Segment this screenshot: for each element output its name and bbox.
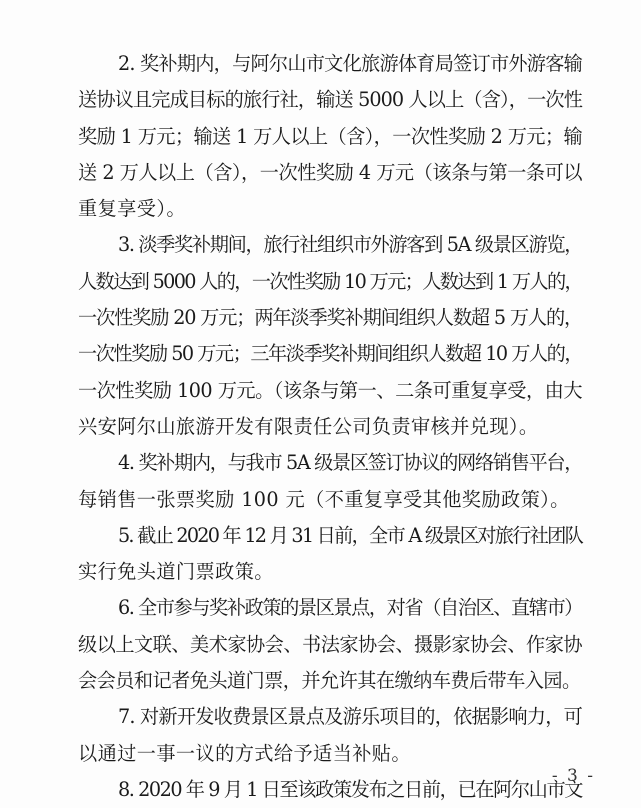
text-line: 送协议且完成目标的旅行社，输送 5000 人以上（含），一次性: [78, 88, 582, 112]
paragraph-item-4: [78, 445, 582, 518]
text-line: 会会员和记者免头道门票，并允许其在缴纳车费后带车入园。: [78, 669, 581, 693]
text-line: 一次性奖励 50 万元；三年淡季奖补期间组织人数超 10 万人的，: [78, 342, 582, 366]
paragraph-item-5: [78, 518, 582, 591]
text-line: 4. 奖补期内，与我市 5A 级景区签订协议的网络销售平台，: [118, 451, 582, 475]
text-line: 一次性奖励 100 万元。（该条与第一、二条可重复享受，由大: [78, 378, 582, 402]
text-line: 奖励 1 万元；输送 1 万人以上（含），一次性奖励 2 万元；输: [78, 124, 582, 148]
text-line: 兴安阿尔山旅游开发有限责任公司负责审核并兑现）。: [78, 414, 539, 438]
text-line: 以通过一事一议的方式给予适当补贴。: [78, 741, 411, 765]
text-line: 人数达到 5000 人的，一次性奖励 10 万元；人数达到 1 万人的，: [78, 269, 582, 293]
paragraph-item-8: [78, 772, 582, 808]
text-line: 每销售一张票奖励 100 元（不重复享受其他奖励政策）。: [78, 487, 570, 511]
text-line: 3. 淡季奖补期间，旅行社组织市外游客到 5A 级景区游览，: [118, 233, 582, 257]
text-line: 一次性奖励 20 万元；两年淡季奖补期间组织人数超 5 万人的，: [78, 306, 582, 330]
paragraph-item-6: [78, 590, 582, 699]
text-line: 7. 对新开发收费景区景点及游乐项目的，依据影响力，可: [118, 705, 582, 729]
paragraph-item-7: [78, 699, 582, 772]
document-body: [78, 46, 582, 808]
text-line: 级以上文联、美术家协会、书法家协会、摄影家协会、作家协: [78, 632, 582, 656]
text-line: 重复享受）。: [78, 197, 186, 221]
text-line: 8. 2020 年 9 月 1 日至该政策发布之日前，已在阿尔山市文: [118, 777, 582, 801]
text-line: 5. 截止 2020 年 12 月 31 日前，全市 A 级景区对旅行社团队: [118, 523, 582, 547]
page-number: - 3 -: [551, 766, 595, 786]
paragraph-item-2: [78, 46, 582, 227]
text-line: 6. 全市参与奖补政策的景区景点，对省（自治区、直辖市）: [118, 596, 582, 620]
text-line: 实行免头道门票政策。: [78, 560, 274, 584]
paragraph-item-3: [78, 227, 582, 445]
text-line: 2. 奖补期内，与阿尔山市文化旅游体育局签订市外游客输: [118, 52, 582, 75]
text-line: 送 2 万人以上（含），一次性奖励 4 万元（该条与第一条可以: [78, 160, 582, 184]
